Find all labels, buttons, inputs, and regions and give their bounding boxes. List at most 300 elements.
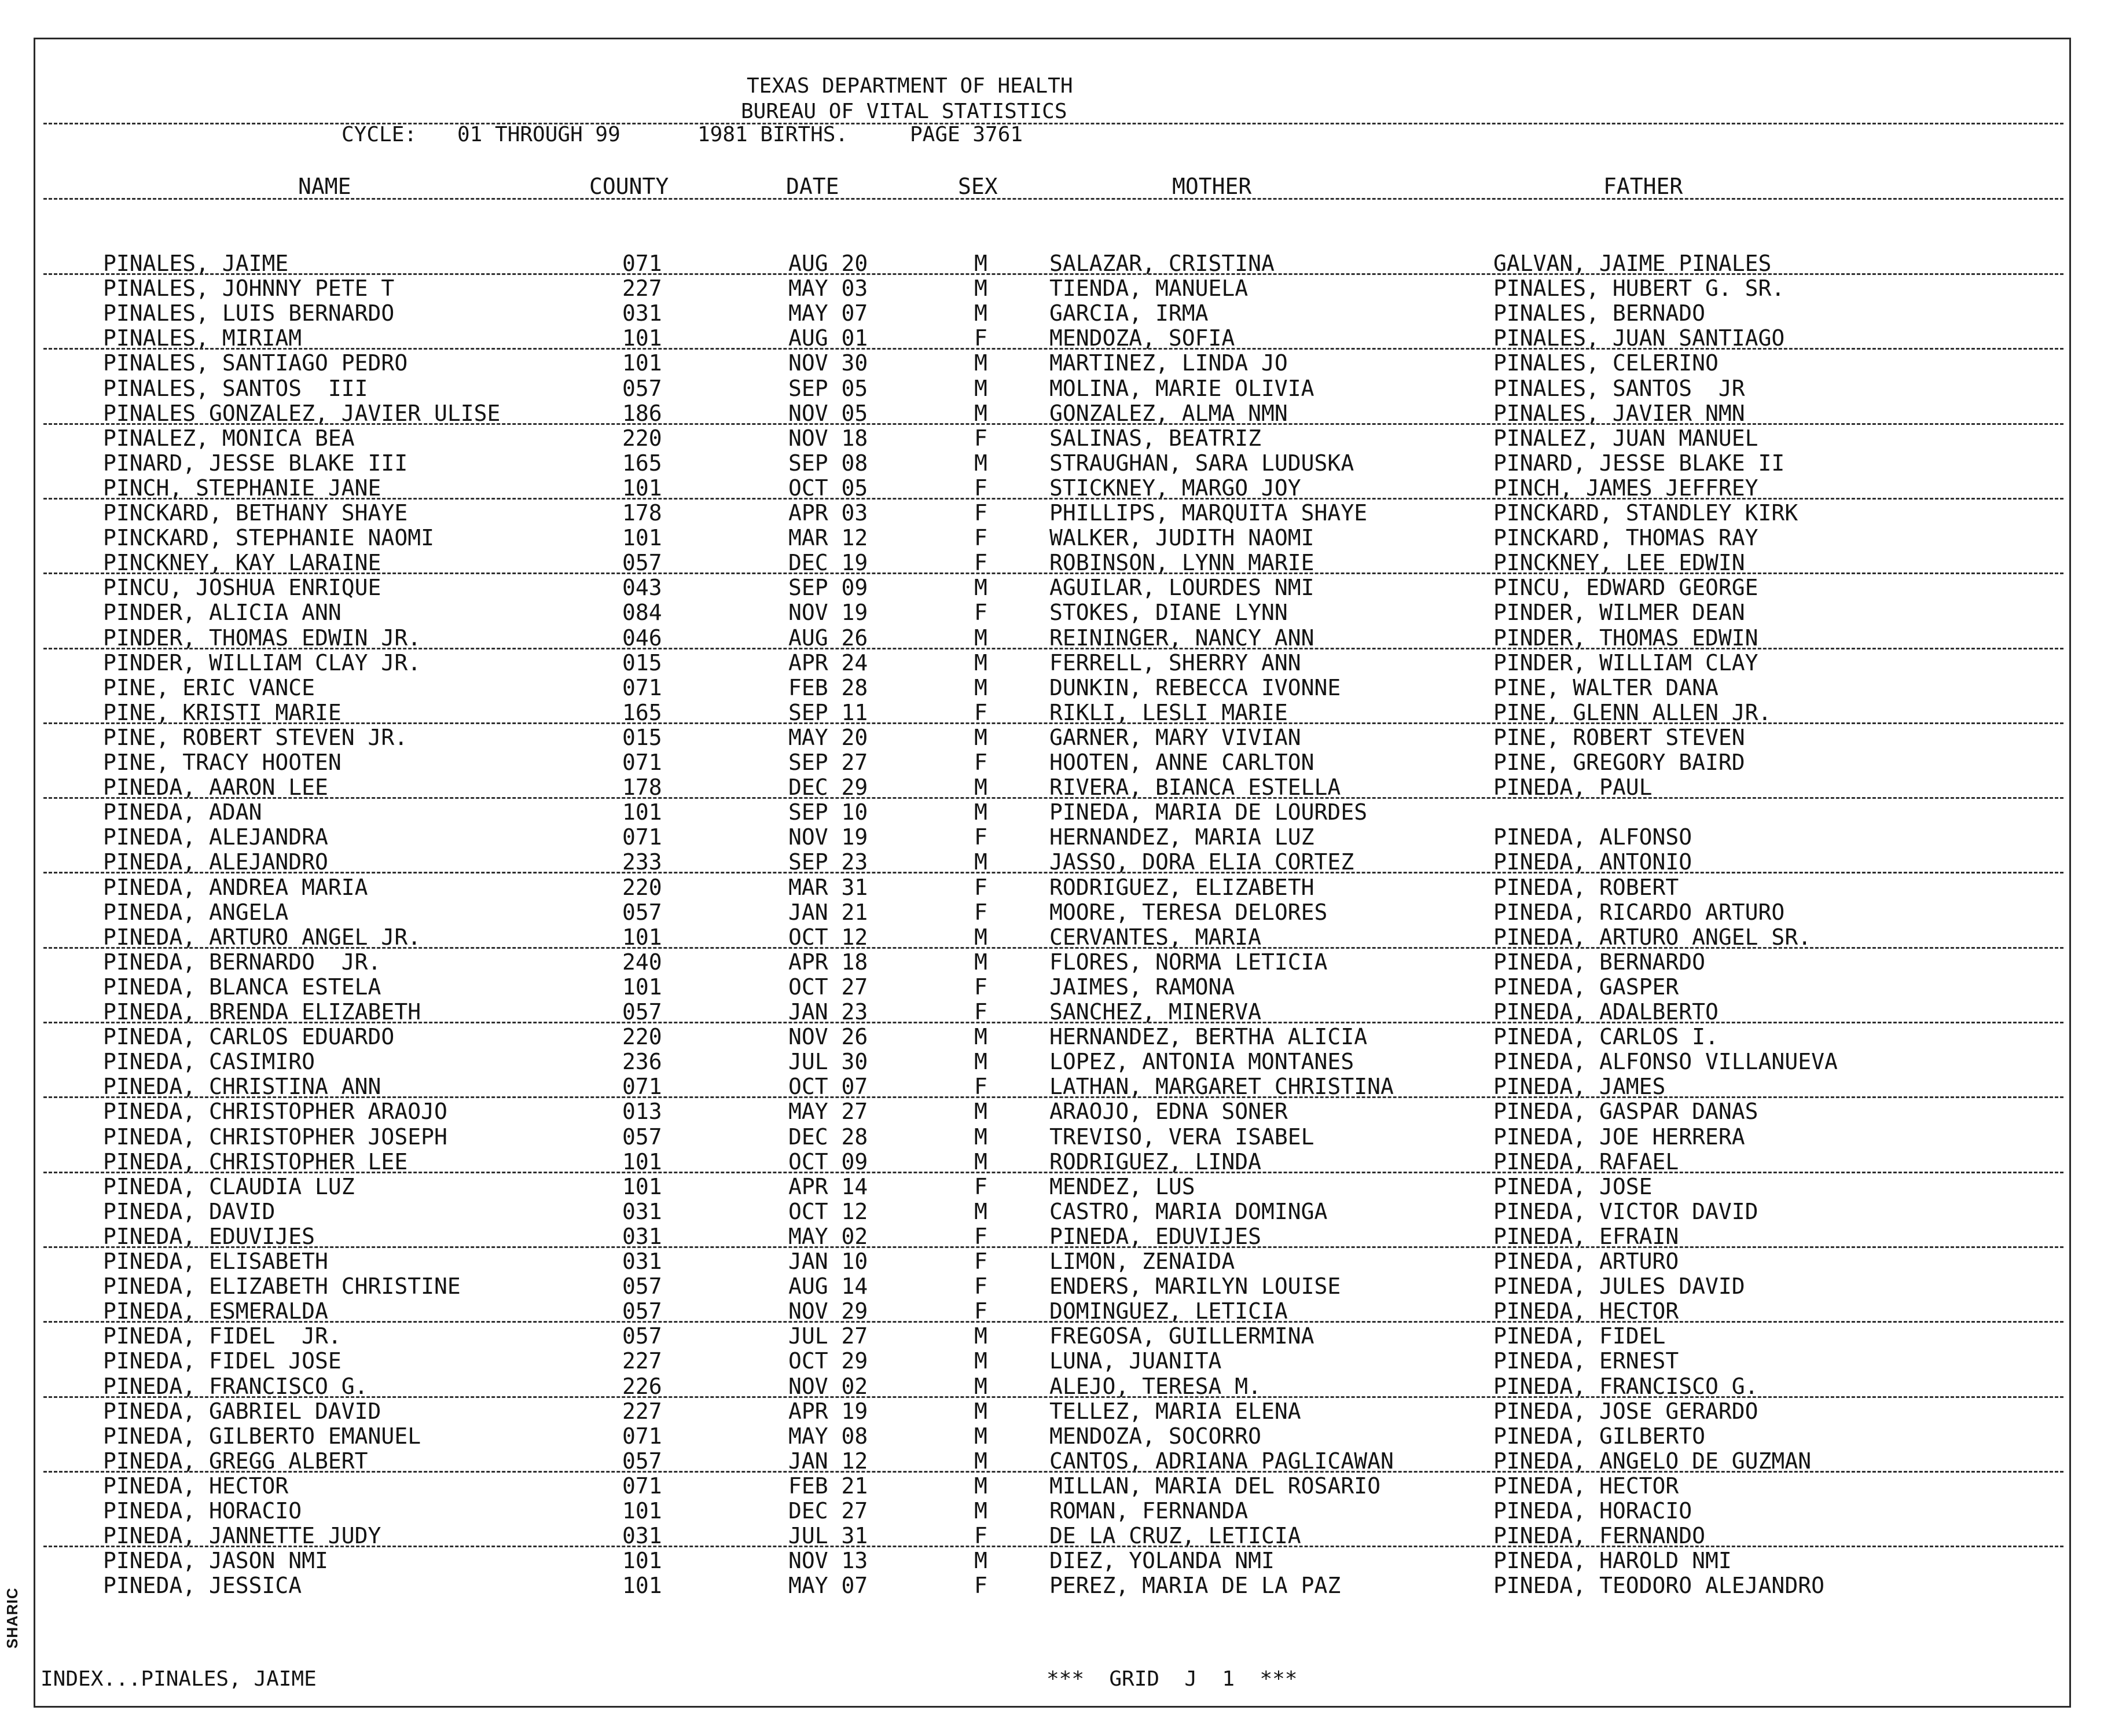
row-county: 031	[622, 1223, 662, 1249]
row-county: 101	[622, 1173, 662, 1199]
row-sex: M	[974, 1198, 987, 1224]
row-mother: HERNANDEZ, BERTHA ALICIA	[1049, 1024, 1368, 1050]
row-mother: RIVERA, BIANCA ESTELLA	[1049, 775, 1341, 801]
row-sex: M	[974, 1049, 987, 1075]
row-county: 071	[622, 824, 662, 850]
row-county: 178	[622, 775, 662, 801]
row-name: PINARD, JESSE BLAKE III	[103, 450, 408, 476]
row-date: NOV 26	[788, 1024, 868, 1050]
row-group-rule	[43, 1321, 2063, 1323]
row-mother: ROBINSON, LYNN MARIE	[1049, 550, 1314, 576]
row-date: APR 18	[788, 949, 868, 975]
row-sex: M	[974, 1373, 987, 1399]
row-mother: MENDEZ, LUS	[1049, 1173, 1195, 1199]
row-father: PINEDA, HAROLD NMI	[1493, 1548, 1732, 1574]
row-date: APR 14	[788, 1173, 868, 1199]
row-date: MAY 03	[788, 276, 868, 302]
row-name: PINALES, JOHNNY PETE T	[103, 276, 395, 302]
row-mother: FREGOSA, GUILLERMINA	[1049, 1323, 1314, 1349]
row-sex: M	[974, 350, 987, 376]
row-name: PINEDA, GILBERTO EMANUEL	[103, 1423, 421, 1449]
dept-title: TEXAS DEPARTMENT OF HEALTH	[747, 74, 1073, 98]
row-name: PINDER, THOMAS EDWIN JR.	[103, 625, 421, 651]
row-mother: DOMINGUEZ, LETICIA	[1049, 1298, 1288, 1324]
row-date: DEC 29	[788, 775, 868, 801]
row-date: DEC 28	[788, 1124, 868, 1150]
row-name: PINCU, JOSHUA ENRIQUE	[103, 575, 381, 601]
row-name: PINDER, WILLIAM CLAY JR.	[103, 649, 421, 676]
row-sex: F	[974, 1573, 987, 1599]
row-county: 071	[622, 1423, 662, 1449]
row-name: PINEDA, FIDEL JR.	[103, 1323, 342, 1349]
row-sex: F	[974, 1173, 987, 1199]
row-name: PINALES, SANTIAGO PEDRO	[103, 350, 408, 376]
row-father: GALVAN, JAIME PINALES	[1493, 251, 1772, 276]
row-date: JAN 12	[788, 1448, 868, 1474]
row-sex: F	[974, 1523, 987, 1549]
row-county: 071	[622, 251, 662, 276]
row-father: PINDER, WILLIAM CLAY	[1493, 649, 1758, 676]
row-county: 101	[622, 475, 662, 501]
row-name: PINEDA, BRENDA ELIZABETH	[103, 999, 421, 1025]
row-name: PINCH, STEPHANIE JANE	[103, 475, 381, 501]
row-father: PINEDA, CARLOS I.	[1493, 1024, 1719, 1050]
row-sex: M	[974, 1323, 987, 1349]
row-date: NOV 29	[788, 1298, 868, 1324]
row-name: PINEDA, ANDREA MARIA	[103, 874, 368, 900]
row-date: JAN 21	[788, 899, 868, 925]
row-name: PINEDA, FIDEL JOSE	[103, 1348, 342, 1374]
row-sex: F	[974, 974, 987, 1000]
row-date: NOV 18	[788, 425, 868, 451]
row-sex: M	[974, 400, 987, 426]
row-father: PINEDA, ALFONSO VILLANUEVA	[1493, 1049, 1838, 1075]
row-date: NOV 19	[788, 824, 868, 850]
row-county: 031	[622, 1198, 662, 1224]
row-father: PINALES, BERNADO	[1493, 300, 1706, 326]
row-sex: F	[974, 1298, 987, 1324]
row-mother: CASTRO, MARIA DOMINGA	[1049, 1198, 1328, 1224]
row-father: PINEDA, FERNANDO	[1493, 1523, 1706, 1549]
row-name: PINE, TRACY HOOTEN	[103, 750, 342, 775]
row-father: PINCKARD, THOMAS RAY	[1493, 525, 1758, 551]
row-date: NOV 19	[788, 600, 868, 626]
row-father: PINALEZ, JUAN MANUEL	[1493, 425, 1758, 451]
row-county: 178	[622, 500, 662, 526]
row-name: PINEDA, CHRISTOPHER JOSEPH	[103, 1124, 447, 1150]
row-county: 220	[622, 1024, 662, 1050]
row-mother: RODRIGUEZ, ELIZABETH	[1049, 874, 1314, 900]
row-county: 220	[622, 425, 662, 451]
row-county: 057	[622, 550, 662, 576]
row-mother: PHILLIPS, MARQUITA SHAYE	[1049, 500, 1368, 526]
row-county: 236	[622, 1049, 662, 1075]
row-date: APR 03	[788, 500, 868, 526]
row-date: OCT 12	[788, 1198, 868, 1224]
row-name: PINEDA, ELIZABETH CHRISTINE	[103, 1273, 461, 1300]
row-name: PINEDA, JANNETTE JUDY	[103, 1523, 381, 1549]
row-father: PINEDA, VICTOR DAVID	[1493, 1198, 1758, 1224]
row-county: 057	[622, 1273, 662, 1300]
row-date: JUL 27	[788, 1323, 868, 1349]
row-county: 220	[622, 874, 662, 900]
row-county: 015	[622, 649, 662, 676]
row-mother: ROMAN, FERNANDA	[1049, 1498, 1249, 1524]
row-father: PINEDA, GASPAR DANAS	[1493, 1099, 1758, 1125]
row-mother: HOOTEN, ANNE CARLTON	[1049, 750, 1314, 775]
row-name: PINEDA, ALEJANDRA	[103, 824, 328, 850]
row-sex: F	[974, 899, 987, 925]
row-county: 031	[622, 300, 662, 326]
row-father: PINCH, JAMES JEFFREY	[1493, 475, 1758, 501]
row-name: PINALES GONZALEZ, JAVIER ULISE	[103, 400, 501, 426]
row-mother: ARAOJO, EDNA SONER	[1049, 1099, 1288, 1125]
col-header-mother: MOTHER	[1172, 174, 1252, 199]
row-date: AUG 01	[788, 325, 868, 351]
row-sex: F	[974, 550, 987, 576]
row-father: PINEDA, ARTURO ANGEL SR.	[1493, 924, 1812, 950]
row-mother: WALKER, JUDITH NAOMI	[1049, 525, 1314, 551]
row-sex: M	[974, 924, 987, 950]
row-county: 101	[622, 1573, 662, 1599]
row-mother: LOPEZ, ANTONIA MONTANES	[1049, 1049, 1354, 1075]
row-name: PINEDA, CARLOS EDUARDO	[103, 1024, 395, 1050]
row-date: AUG 26	[788, 625, 868, 651]
row-sex: M	[974, 649, 987, 676]
column-header-rule	[43, 198, 2063, 200]
row-father: PINDER, WILMER DEAN	[1493, 600, 1745, 626]
row-father: PINEDA, HECTOR	[1493, 1473, 1679, 1499]
row-sex: F	[974, 999, 987, 1025]
row-date: OCT 07	[788, 1074, 868, 1100]
row-sex: M	[974, 849, 987, 875]
row-county: 165	[622, 450, 662, 476]
row-father: PINCKARD, STANDLEY KIRK	[1493, 500, 1798, 526]
row-mother: SALINAS, BEATRIZ	[1049, 425, 1262, 451]
row-name: PINCKARD, BETHANY SHAYE	[103, 500, 408, 526]
row-date: MAY 27	[788, 1099, 868, 1125]
row-father: PINALES, SANTOS JR	[1493, 375, 1745, 401]
row-county: 101	[622, 350, 662, 376]
row-date: AUG 14	[788, 1273, 868, 1300]
row-mother: ENDERS, MARILYN LOUISE	[1049, 1273, 1341, 1300]
row-father: PINCKNEY, LEE EDWIN	[1493, 550, 1745, 576]
row-father: PINEDA, JAMES	[1493, 1074, 1666, 1100]
row-name: PINEDA, ADAN	[103, 799, 262, 825]
bureau-title: BUREAU OF VITAL STATISTICS	[741, 100, 1067, 123]
row-date: MAY 08	[788, 1423, 868, 1449]
row-county: 057	[622, 1298, 662, 1324]
row-mother: GARNER, MARY VIVIAN	[1049, 724, 1301, 750]
row-father: PINEDA, TEODORO ALEJANDRO	[1493, 1573, 1824, 1599]
row-group-rule	[43, 348, 2063, 350]
row-group-rule	[43, 1471, 2063, 1473]
row-county: 015	[622, 724, 662, 750]
row-mother: LUNA, JUANITA	[1049, 1348, 1222, 1374]
col-header-sex: SEX	[958, 174, 998, 199]
page-number: PAGE 3761	[910, 123, 1023, 146]
row-name: PINEDA, CLAUDIA LUZ	[103, 1173, 355, 1199]
row-father: PINALES, JAVIER NMN	[1493, 400, 1745, 426]
row-county: 013	[622, 1099, 662, 1125]
row-mother: MENDOZA, SOCORRO	[1049, 1423, 1262, 1449]
row-father: PINALES, JUAN SANTIAGO	[1493, 325, 1785, 351]
row-group-rule	[43, 1096, 2063, 1098]
row-county: 227	[622, 276, 662, 302]
row-mother: MOLINA, MARIE OLIVIA	[1049, 375, 1314, 401]
row-mother: TREVISO, VERA ISABEL	[1049, 1124, 1314, 1150]
row-county: 057	[622, 1448, 662, 1474]
row-date: JUL 30	[788, 1049, 868, 1075]
col-header-father: FATHER	[1603, 174, 1683, 199]
row-father: PINEDA, ALFONSO	[1493, 824, 1692, 850]
row-group-rule	[43, 1172, 2063, 1173]
row-sex: M	[974, 1099, 987, 1125]
row-sex: M	[974, 724, 987, 750]
row-sex: M	[974, 1148, 987, 1175]
row-county: 226	[622, 1373, 662, 1399]
row-mother: DUNKIN, REBECCA IVONNE	[1049, 674, 1341, 700]
row-mother: LATHAN, MARGARET CHRISTINA	[1049, 1074, 1394, 1100]
row-father: PINEDA, ANTONIO	[1493, 849, 1692, 875]
row-county: 101	[622, 1548, 662, 1574]
row-sex: F	[974, 600, 987, 626]
row-date: SEP 11	[788, 699, 868, 725]
row-name: PINEDA, ANGELA	[103, 899, 289, 925]
row-father: PINEDA, GILBERTO	[1493, 1423, 1706, 1449]
row-name: PINALES, MIRIAM	[103, 325, 302, 351]
row-father: PINALES, CELERINO	[1493, 350, 1719, 376]
row-father: PINE, WALTER DANA	[1493, 674, 1719, 700]
row-mother: LIMON, ZENAIDA	[1049, 1249, 1235, 1274]
row-date: AUG 20	[788, 251, 868, 276]
row-sex: F	[974, 1074, 987, 1100]
row-father: PINEDA, ARTURO	[1493, 1249, 1679, 1274]
row-father: PINEDA, ERNEST	[1493, 1348, 1679, 1374]
row-mother: MOORE, TERESA DELORES	[1049, 899, 1328, 925]
row-group-rule	[43, 572, 2063, 574]
row-mother: AGUILAR, LOURDES NMI	[1049, 575, 1314, 601]
row-father: PINEDA, HORACIO	[1493, 1498, 1692, 1524]
row-county: 240	[622, 949, 662, 975]
row-father: PINEDA, FRANCISCO G.	[1493, 1373, 1758, 1399]
row-mother: STICKNEY, MARGO JOY	[1049, 475, 1301, 501]
row-sex: F	[974, 475, 987, 501]
row-mother: TIENDA, MANUELA	[1049, 276, 1249, 302]
row-date: MAR 12	[788, 525, 868, 551]
row-sex: M	[974, 1348, 987, 1374]
row-sex: M	[974, 1398, 987, 1424]
row-county: 057	[622, 899, 662, 925]
row-county: 071	[622, 674, 662, 700]
row-mother: HERNANDEZ, MARIA LUZ	[1049, 824, 1314, 850]
row-date: MAY 07	[788, 300, 868, 326]
row-county: 227	[622, 1398, 662, 1424]
row-father: PINEDA, JOE HERRERA	[1493, 1124, 1745, 1150]
row-sex: F	[974, 500, 987, 526]
row-county: 057	[622, 1323, 662, 1349]
row-sex: M	[974, 1024, 987, 1050]
row-county: 057	[622, 999, 662, 1025]
row-father: PINEDA, GASPER	[1493, 974, 1679, 1000]
row-father: PINEDA, RICARDO ARTURO	[1493, 899, 1785, 925]
row-date: NOV 02	[788, 1373, 868, 1399]
row-name: PINALES, LUIS BERNARDO	[103, 300, 395, 326]
col-header-name: NAME	[298, 174, 351, 199]
row-date: MAR 31	[788, 874, 868, 900]
row-date: SEP 23	[788, 849, 868, 875]
row-sex: M	[974, 1423, 987, 1449]
row-name: PINEDA, DAVID	[103, 1198, 276, 1224]
row-father: PINE, ROBERT STEVEN	[1493, 724, 1745, 750]
row-sex: M	[974, 1548, 987, 1574]
row-sex: F	[974, 1273, 987, 1300]
row-group-rule	[43, 947, 2063, 949]
row-name: PINE, KRISTI MARIE	[103, 699, 342, 725]
row-group-rule	[43, 273, 2063, 275]
row-date: NOV 30	[788, 350, 868, 376]
row-date: FEB 28	[788, 674, 868, 700]
row-date: JUL 31	[788, 1523, 868, 1549]
row-father: PINALES, HUBERT G. SR.	[1493, 276, 1785, 302]
row-group-rule	[43, 1546, 2063, 1547]
row-mother: GONZALEZ, ALMA NMN	[1049, 400, 1288, 426]
row-date: NOV 13	[788, 1548, 868, 1574]
row-name: PINDER, ALICIA ANN	[103, 600, 342, 626]
row-sex: M	[974, 1473, 987, 1499]
row-name: PINALEZ, MONICA BEA	[103, 425, 355, 451]
row-mother: PINEDA, EDUVIJES	[1049, 1223, 1262, 1249]
row-sex: F	[974, 1249, 987, 1274]
row-name: PINEDA, FRANCISCO G.	[103, 1373, 368, 1399]
row-name: PINEDA, JESSICA	[103, 1573, 302, 1599]
col-header-date: DATE	[786, 174, 839, 199]
row-name: PINEDA, EDUVIJES	[103, 1223, 315, 1249]
row-mother: GARCIA, IRMA	[1049, 300, 1209, 326]
row-mother: JASSO, DORA ELIA CORTEZ	[1049, 849, 1354, 875]
row-date: MAY 02	[788, 1223, 868, 1249]
row-date: SEP 10	[788, 799, 868, 825]
row-name: PINCKARD, STEPHANIE NAOMI	[103, 525, 434, 551]
row-mother: REININGER, NANCY ANN	[1049, 625, 1314, 651]
row-county: 071	[622, 750, 662, 775]
year-births: 1981 BIRTHS.	[697, 123, 849, 146]
row-group-rule	[43, 1246, 2063, 1248]
row-date: OCT 05	[788, 475, 868, 501]
row-mother: FLORES, NORMA LETICIA	[1049, 949, 1328, 975]
row-mother: MARTINEZ, LINDA JO	[1049, 350, 1288, 376]
row-sex: M	[974, 949, 987, 975]
row-sex: M	[974, 1124, 987, 1150]
row-name: PINEDA, CHRISTINA ANN	[103, 1074, 381, 1100]
row-county: 101	[622, 924, 662, 950]
row-father: PINEDA, BERNARDO	[1493, 949, 1706, 975]
row-sex: F	[974, 699, 987, 725]
row-group-rule	[43, 1396, 2063, 1398]
row-group-rule	[43, 1022, 2063, 1023]
row-date: APR 19	[788, 1398, 868, 1424]
row-county: 057	[622, 1124, 662, 1150]
row-name: PINEDA, CHRISTOPHER ARAOJO	[103, 1099, 447, 1125]
row-father: PINEDA, JOSE	[1493, 1173, 1653, 1199]
row-name: PINE, ERIC VANCE	[103, 674, 315, 700]
row-group-rule	[43, 797, 2063, 799]
row-date: OCT 29	[788, 1348, 868, 1374]
row-county: 101	[622, 525, 662, 551]
row-name: PINEDA, GABRIEL DAVID	[103, 1398, 381, 1424]
row-father: PINEDA, ROBERT	[1493, 874, 1679, 900]
row-name: PINEDA, HECTOR	[103, 1473, 289, 1499]
row-father: PINEDA, ADALBERTO	[1493, 999, 1719, 1025]
row-date: DEC 27	[788, 1498, 868, 1524]
row-mother: RODRIGUEZ, LINDA	[1049, 1148, 1262, 1175]
row-sex: F	[974, 1223, 987, 1249]
row-name: PINEDA, ESMERALDA	[103, 1298, 328, 1324]
col-header-county: COUNTY	[589, 174, 669, 199]
row-date: NOV 05	[788, 400, 868, 426]
row-county: 101	[622, 1498, 662, 1524]
row-sex: M	[974, 1448, 987, 1474]
row-mother: CERVANTES, MARIA	[1049, 924, 1262, 950]
row-date: DEC 19	[788, 550, 868, 576]
row-date: JAN 10	[788, 1249, 868, 1274]
row-sex: F	[974, 874, 987, 900]
row-father: PINEDA, ANGELO DE GUZMAN	[1493, 1448, 1812, 1474]
row-county: 084	[622, 600, 662, 626]
row-mother: FERRELL, SHERRY ANN	[1049, 649, 1301, 676]
row-father: PINE, GLENN ALLEN JR.	[1493, 699, 1772, 725]
row-name: PINALES, SANTOS III	[103, 375, 368, 401]
row-father: PINARD, JESSE BLAKE II	[1493, 450, 1785, 476]
row-name: PINEDA, AARON LEE	[103, 775, 328, 801]
row-sex: M	[974, 775, 987, 801]
row-county: 043	[622, 575, 662, 601]
row-county: 186	[622, 400, 662, 426]
row-mother: DE LA CRUZ, LETICIA	[1049, 1523, 1301, 1549]
row-mother: MILLAN, MARIA DEL ROSARIO	[1049, 1473, 1380, 1499]
row-mother: DIEZ, YOLANDA NMI	[1049, 1548, 1275, 1574]
row-sex: M	[974, 674, 987, 700]
row-father: PINE, GREGORY BAIRD	[1493, 750, 1745, 775]
row-sex: F	[974, 824, 987, 850]
row-county: 101	[622, 325, 662, 351]
row-mother: CANTOS, ADRIANA PAGLICAWAN	[1049, 1448, 1394, 1474]
row-father: PINEDA, EFRAIN	[1493, 1223, 1679, 1249]
row-county: 101	[622, 974, 662, 1000]
row-sex: M	[974, 375, 987, 401]
row-mother: PINEDA, MARIA DE LOURDES	[1049, 799, 1368, 825]
row-name: PINE, ROBERT STEVEN JR.	[103, 724, 408, 750]
row-mother: TELLEZ, MARIA ELENA	[1049, 1398, 1301, 1424]
index-footer: INDEX...PINALES, JAIME	[41, 1667, 317, 1691]
row-name: PINEDA, JASON NMI	[103, 1548, 328, 1574]
row-group-rule	[43, 648, 2063, 649]
row-group-rule	[43, 722, 2063, 724]
row-father: PINEDA, JOSE GERARDO	[1493, 1398, 1758, 1424]
row-mother: SALAZAR, CRISTINA	[1049, 251, 1275, 276]
row-name: PINEDA, ARTURO ANGEL JR.	[103, 924, 421, 950]
row-date: SEP 27	[788, 750, 868, 775]
row-date: SEP 09	[788, 575, 868, 601]
row-group-rule	[43, 872, 2063, 873]
row-group-rule	[43, 423, 2063, 425]
row-father: PINDER, THOMAS EDWIN	[1493, 625, 1758, 651]
row-mother: ALEJO, TERESA M.	[1049, 1373, 1262, 1399]
row-county: 227	[622, 1348, 662, 1374]
row-date: FEB 21	[788, 1473, 868, 1499]
row-sex: F	[974, 325, 987, 351]
row-county: 101	[622, 799, 662, 825]
